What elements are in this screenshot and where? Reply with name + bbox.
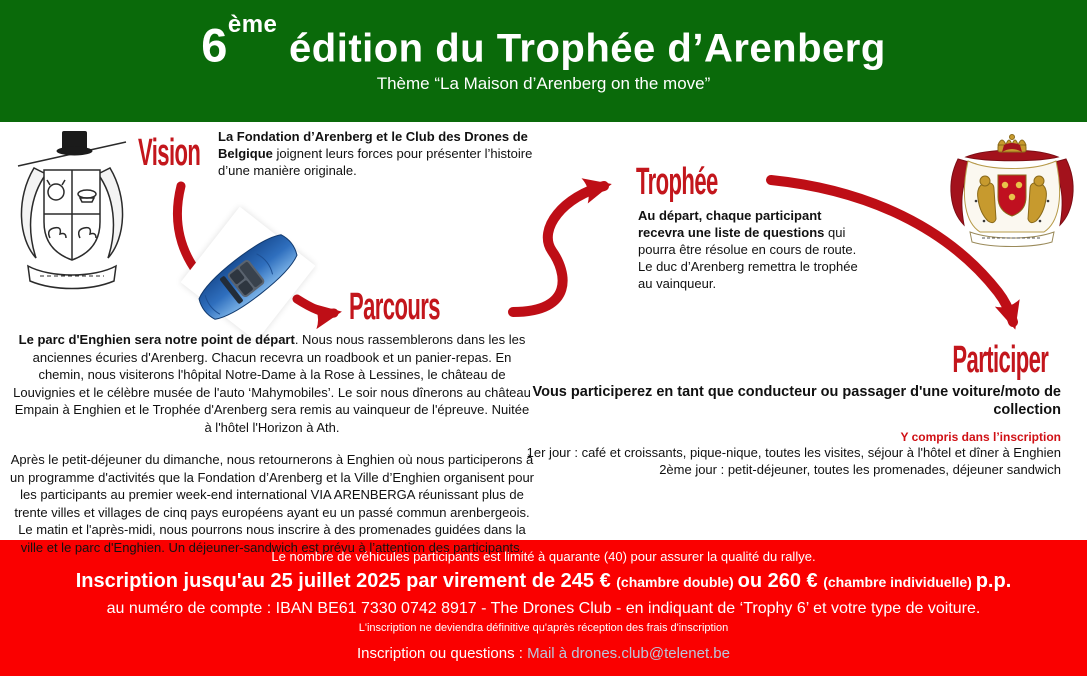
trophee-heading: Trophée [636, 161, 718, 203]
arenberg-coat-of-arms-icon [938, 131, 1086, 249]
page-subtitle: Thème “La Maison d’Arenberg on the move” [376, 74, 711, 94]
included-in-registration-label: Y compris dans l’inscription [900, 430, 1061, 444]
parcours-text [10, 331, 534, 571]
trophee-text [638, 207, 870, 292]
page-title [0, 11, 1087, 72]
contact-email-link[interactable]: Mail à drones.club@telenet.be [527, 645, 730, 662]
registration-alt-price: ou 260 € [737, 570, 824, 592]
day2-detail: 2ème jour : petit-déjeuner, toutes les promenades, déjeuner sandwich [659, 462, 1061, 477]
vision-text-rest: joignent leurs forces pour présenter l’histoire d’une manière originale. [218, 146, 533, 178]
title-text: édition du Trophée d’Arenberg [277, 26, 886, 71]
bank-account-line: au numéro de compte : IBAN BE61 7330 0742 8917 - The Drones Club - en indiquant de ‘Trophy 6’ et votre type de voiture. [106, 600, 981, 617]
parcours-paragraph-1 [10, 331, 534, 436]
header-banner [0, 0, 1087, 122]
parcours-paragraph-2: Après le petit-déjeuner du dimanche, nous retournerons à Enghien où nous participerons à un programme d'activités que la Fondation d’Arenberg et la Ville d’Enghien organisent pour les participants au premier week-end international VIA ARENBERGA réunissant plus de trente villes et villages de cinq pays européens ayant eu un passé commun arenbergeois. Le matin et l'après-midi, nous pourrons nous inscrire à des promenades guidées dans la ville et le parc d'Enghien. Un déjeuner-sandwich est prévu à l’attention des participants. [10, 452, 535, 555]
contact-label: Inscription ou questions : [357, 645, 528, 662]
vision-text-bold: La Fondation d’Arenberg et le Club des Drones de Belgique [218, 129, 528, 161]
registration-definitive-note: L'inscription ne deviendra définitive qu'après réception des frais d'inscription [358, 622, 729, 634]
double-room-label: (chambre double) [616, 574, 738, 590]
participer-section [461, 383, 1061, 478]
arrow-parcours-to-trophee [513, 186, 604, 312]
parcours-paragraph-1-rest: . Nous nous rassemblerons dans les les anciennes écuries d'Arenberg. Chacun recevra un roadbook et un panier-repas. En chemin, nous visiterons l'hôpital Notre-Dame à la Rose à Lessines, le château de Louvignies et le célèbre musée de l'auto ‘Mahymobiles’. Le soir nous dînerons au château Empain à Enghien et le Trophée d'Arenberg sera remis au vainqueur de l'épreuve. Nuitée à l'hôtel l'Horizon à Ath. [13, 332, 531, 435]
contact-line [0, 645, 1087, 663]
drones-club-crest-icon [10, 126, 134, 304]
vehicle-limit-note: Le nombre de véhicules participants est limité à quarante (40) pour assurer la qualité du rallye. [271, 549, 816, 564]
registration-deadline-line [0, 568, 1087, 595]
vision-heading: Vision [138, 132, 201, 174]
trophee-text-rest: qui pourra être résolue en cours de route. Le duc d’Arenberg remettra le trophée au vainqueur. [638, 225, 858, 291]
parcours-heading: Parcours [349, 286, 440, 328]
edition-number: 6 [201, 18, 228, 72]
parcours-paragraph-1-bold: Le parc d'Enghien sera notre point de départ [18, 332, 295, 347]
vision-text [218, 128, 560, 179]
day1-detail: 1er jour : café et croissants, pique-nique, toutes les visites, séjour à l'hôtel et dîner à Enghien [526, 445, 1061, 460]
edition-ordinal-suffix: ème [227, 11, 278, 38]
trophee-text-bold: Au départ, chaque participant recevra une liste de questions [638, 208, 825, 240]
single-room-label: (chambre individuelle) [823, 574, 976, 590]
participer-heading: Participer [952, 339, 1048, 381]
per-person-label: p.p. [975, 570, 1012, 592]
blue-classic-car-top-view [178, 210, 318, 342]
participer-text-bold: Vous participerez en tant que conducteur ou passager d'une voiture/moto de collection [532, 384, 1061, 418]
registration-main: Inscription jusqu'au 25 juillet 2025 par virement de 245 € [75, 570, 617, 592]
